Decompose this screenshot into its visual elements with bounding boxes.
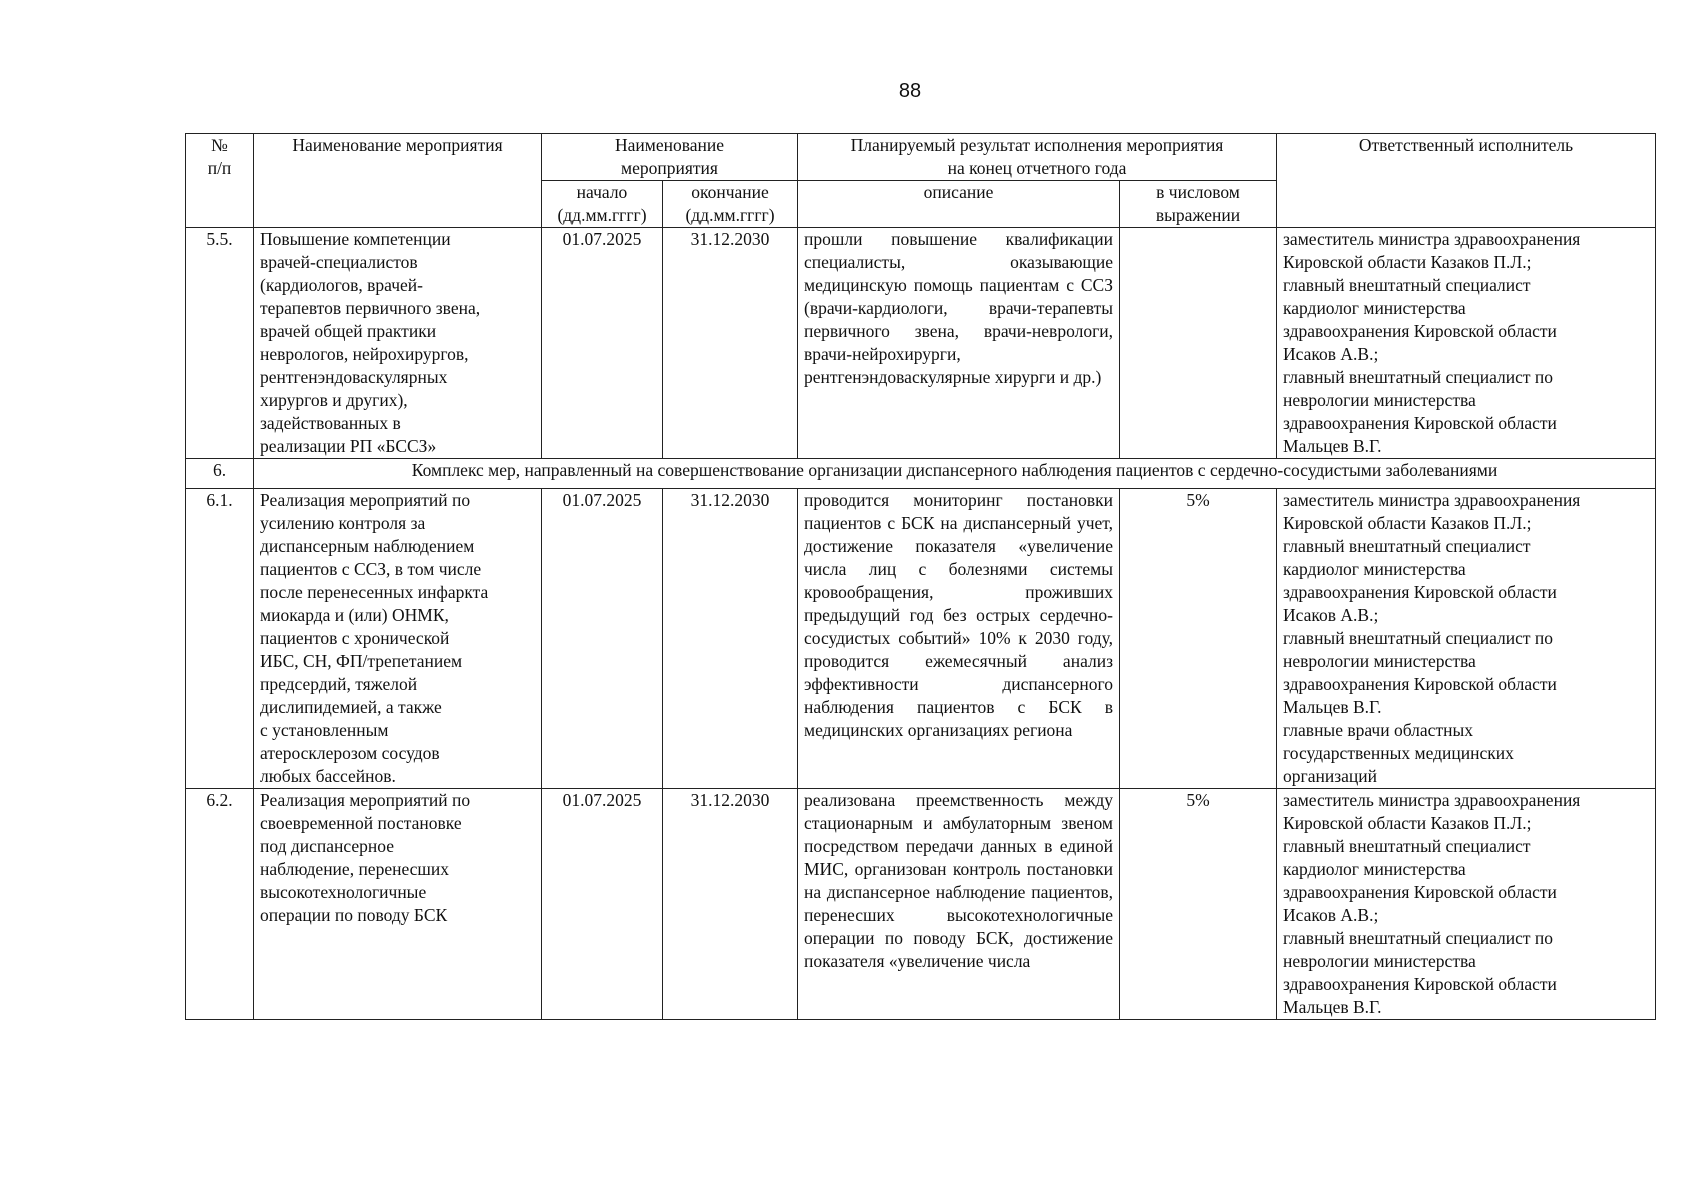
result-value: 5% — [1120, 789, 1277, 1020]
table-row — [186, 789, 1656, 1020]
end-date: 31.12.2030 — [663, 489, 798, 789]
header-end: окончание (дд.мм.гггг) — [663, 181, 798, 228]
start-date: 01.07.2025 — [542, 489, 663, 789]
header-num: № п/п — [186, 134, 254, 228]
header-description: описание — [798, 181, 1120, 228]
header-start: начало (дд.мм.гггг) — [542, 181, 663, 228]
row-number: 6.1. — [186, 489, 254, 789]
activity-name: Повышение компетенции врачей-специалистов (кардиологов, врачей- терапевтов первичного звена, врачей общей практики неврологов, нейрохирургов, рентгенэндоваскулярных хирургов и других), задействованных в реализации РП «БССЗ» — [254, 228, 542, 459]
end-date: 31.12.2030 — [663, 228, 798, 459]
section-number: 6. — [186, 459, 254, 489]
table-row — [186, 228, 1656, 459]
header-result: Планируемый результат исполнения мероприятия на конец отчетного года — [798, 134, 1277, 181]
result-value — [1120, 228, 1277, 459]
start-date: 01.07.2025 — [542, 228, 663, 459]
end-date: 31.12.2030 — [663, 789, 798, 1020]
result-description: прошли повышение квалификации специалисты, оказывающие медицинскую помощь пациентам с ССЗ (врачи-кардиологи, врачи-терапевты первичного звена, врачи-неврологи, врачи-нейрохирурги, рентгенэндоваскулярные хирурги и др.) — [798, 228, 1120, 459]
activities-table — [185, 133, 1656, 1020]
header-numeric: в числовом выражении — [1120, 181, 1277, 228]
responsible-executor: заместитель министра здравоохранения Кировской области Казаков П.Л.; главный внештатный специалист кардиолог министерства здравоохранения Кировской области Исаков А.В.; главный внештатный специалист по неврологии министерства здравоохранения Кировской области Мальцев В.Г. — [1277, 228, 1656, 459]
activity-name: Реализация мероприятий по усилению контроля за диспансерным наблюдением пациентов с ССЗ, в том числе после перенесенных инфаркта миокарда и (или) ОНМК, пациентов с хронической ИБС, СН, ФП/трепетанием предсердий, тяжелой дислипидемией, а также с установленным атеросклерозом сосудов любых бассейнов. — [254, 489, 542, 789]
header-row-1 — [186, 134, 1656, 181]
result-description: реализована преемственность между стационарным и амбулаторным звеном посредством передачи данных в единой МИС, организован контроль постановки на диспансерное наблюдение пациентов, перенесших высокотехнологичные операции по поводу БСК, достижение показателя «увеличение числа — [798, 789, 1120, 1020]
responsible-executor: заместитель министра здравоохранения Кировской области Казаков П.Л.; главный внештатный специалист кардиолог министерства здравоохранения Кировской области Исаков А.В.; главный внештатный специалист по неврологии министерства здравоохранения Кировской области Мальцев В.Г. — [1277, 789, 1656, 1020]
row-number: 6.2. — [186, 789, 254, 1020]
page-number: 88 — [898, 80, 922, 102]
header-period: Наименование мероприятия — [542, 134, 798, 181]
start-date: 01.07.2025 — [542, 789, 663, 1020]
section-title: Комплекс мер, направленный на совершенствование организации диспансерного наблюдения пациентов с сердечно-сосудистыми заболеваниями — [254, 459, 1656, 489]
activity-name: Реализация мероприятий по своевременной постановке под диспансерное наблюдение, перенесших высокотехнологичные операции по поводу БСК — [254, 789, 542, 1020]
section-row — [186, 459, 1656, 489]
table-row — [186, 489, 1656, 789]
result-value: 5% — [1120, 489, 1277, 789]
responsible-executor: заместитель министра здравоохранения Кировской области Казаков П.Л.; главный внештатный специалист кардиолог министерства здравоохранения Кировской области Исаков А.В.; главный внештатный специалист по неврологии министерства здравоохранения Кировской области Мальцев В.Г. главные врачи областных государственных медицинских организаций — [1277, 489, 1656, 789]
row-number: 5.5. — [186, 228, 254, 459]
header-name: Наименование мероприятия — [254, 134, 542, 228]
result-description: проводится мониторинг постановки пациентов с БСК на диспансерный учет, достижение показателя «увеличение числа лиц с болезнями системы кровообращения, проживших предыдущий год без острых сердечно-сосудистых событий» 10% к 2030 году, проводится ежемесячный анализ эффективности диспансерного наблюдения пациентов с БСК в медицинских организациях региона — [798, 489, 1120, 789]
header-executor: Ответственный исполнитель — [1277, 134, 1656, 228]
